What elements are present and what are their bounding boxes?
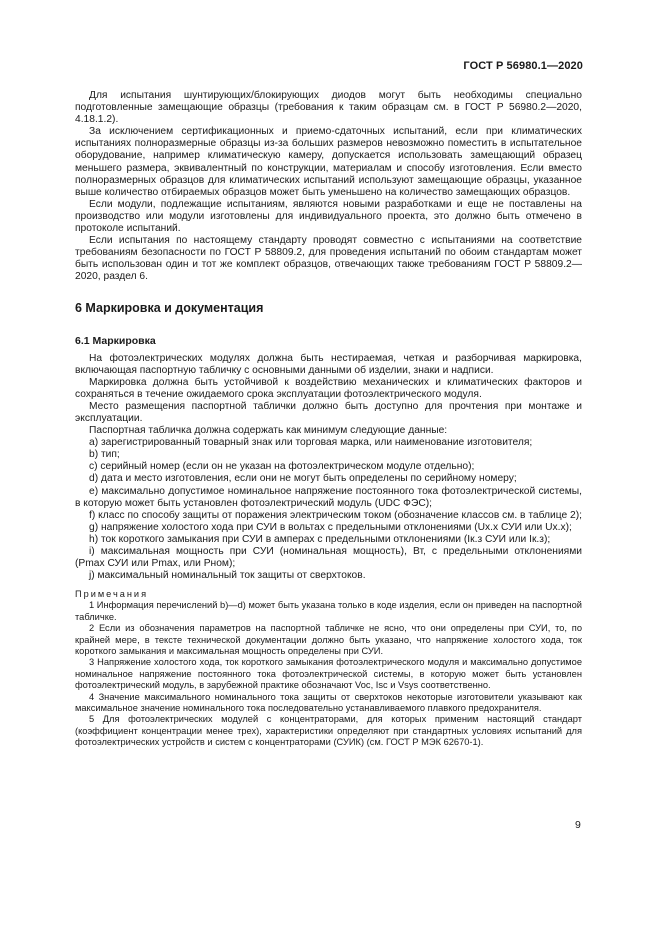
list-item: a) зарегистрированный товарный знак или торговая марка, или наименование изготовителя; (89, 437, 533, 449)
paragraph: Место размещения паспортной таблички должно быть доступно для прочтения при монтаже и эксплуатации. (75, 400, 582, 424)
paragraph: За исключением сертификационных и приемо-сдаточных испытаний, если при климатических испытаниях полноразмерные образцы из-за больших размеров невозможно поместить в испытательное оборудование, например климатическую камеру, допускается использовать замещающий образец меньшего размера, эквивалентный по конструкции, материалам и способу изготовления. Если вместо полноразмерных образцов для климатических испытаний используют замещающие образцы, указанное выше количество отбираемых образцов может быть уменьшено на количество замещающих образцов. (75, 126, 582, 198)
paragraph: Маркировка должна быть устойчивой к воздействию механических и климатических факторов и сохраняться в течение ожидаемого срока эксплуатации фотоэлектрического модуля. (75, 376, 582, 400)
subsection-heading: 6.1 Маркировка (75, 334, 156, 347)
paragraph: На фотоэлектрических модулях должна быть нестираемая, четкая и разборчивая маркировка, включающая паспортную табличку с основными данными об изделии, знаки и надписи. (75, 352, 582, 376)
list-item: d) дата и место изготовления, если они не могут быть определены по серийному номеру; (89, 473, 517, 485)
note-item: 5 Для фотоэлектрических модулей с концентраторами, для которых применим настоящий стандарт (коэффициент концентрации менее трех), характеристики определяют при стандартных условиях испытаний для фотоэлектрических устройств и систем с концентраторами (СУИК) (см. ГОСТ Р МЭК 62670-1). (75, 714, 582, 748)
list-item: j) максимальный номинальный ток защиты от сверхтоков. (89, 570, 366, 582)
note-item: 1 Информация перечислений b)—d) может быть указана только в коде изделия, если он приведен на паспортной табличке. (75, 600, 582, 622)
note-item: 4 Значение максимального номинального тока защиты от сверхтоков некоторые изготовители указывают как максимальное значение номинального тока последовательно устанавливаемого плавкого предохранителя. (75, 691, 582, 714)
list-item: c) серийный номер (если он не указан на фотоэлектрическом модуле отдельно); (89, 461, 475, 473)
list-item: b) тип; (89, 449, 120, 461)
page-number: 9 (575, 819, 581, 831)
paragraph: Для испытания шунтирующих/блокирующих диодов могут быть необходимы специально подготовленные замещающие образцы (требования к таким образцам см. в ГОСТ Р 56980.2—2020, 4.18.1.2). (75, 90, 582, 126)
section-heading: 6 Маркировка и документация (75, 300, 264, 315)
paragraph: Если испытания по настоящему стандарту проводят совместно с испытаниями на соответствие требованиям безопасности по ГОСТ Р 58809.2, для проведения испытаний по обоим стандартам может быть использован один и тот же комплект образцов, отвечающих также требованиям ГОСТ Р 58809.2—2020, раздел 6. (75, 235, 582, 283)
list-item: f) класс по способу защиты от поражения электрическим током (обозначение классов см. в таблице 2); (89, 509, 582, 521)
notes-title: Примечания (75, 589, 149, 600)
paragraph: Если модули, подлежащие испытаниям, являются новыми разработками и еще не поставлены на производство или модули изготовлены для индивидуального проекта, это должно быть отмечено в протоколе испытаний. (75, 198, 582, 235)
page-content (75, 90, 582, 749)
list-item: h) ток короткого замыкания при СУИ в амперах с предельными отклонениями (Iк.з СУИ или Iк.з); (89, 533, 551, 545)
list-item: e) максимально допустимое номинальное напряжение постоянного тока фотоэлектрической системы, в которую может быть установлен фотоэлектрический модуль (UDC ФЭС); (75, 485, 582, 509)
paragraph: Паспортная табличка должна содержать как минимум следующие данные: (89, 425, 448, 437)
note-item: 3 Напряжение холостого хода, ток короткого замыкания фотоэлектрического модуля и максимально допустимое номинальное напряжение постоянного тока фотоэлектрической системы, в которую может быть установлен фотоэлектрический модуль, в зарубежной практике обозначают Voc, Isc и Vsys соответственно. (75, 657, 582, 691)
list-item: g) напряжение холостого хода при СУИ в вольтах с предельными отклонениями (Uх.х СУИ или Uх.х); (89, 521, 572, 533)
standard-code-header: ГОСТ Р 56980.1—2020 (463, 60, 583, 72)
list-item: i) максимальная мощность при СУИ (номинальная мощность), Вт, с предельными отклонениями (Pmax СУИ или Pmax, или Pном); (75, 546, 582, 570)
note-item: 2 Если из обозначения параметров на паспортной табличке не ясно, что они определены при СУИ, то, по крайней мере, в тексте технической документации должно быть указано, что напряжение холостого хода, ток короткого замыкания и максимальная мощность определены при СУИ. (75, 623, 582, 656)
